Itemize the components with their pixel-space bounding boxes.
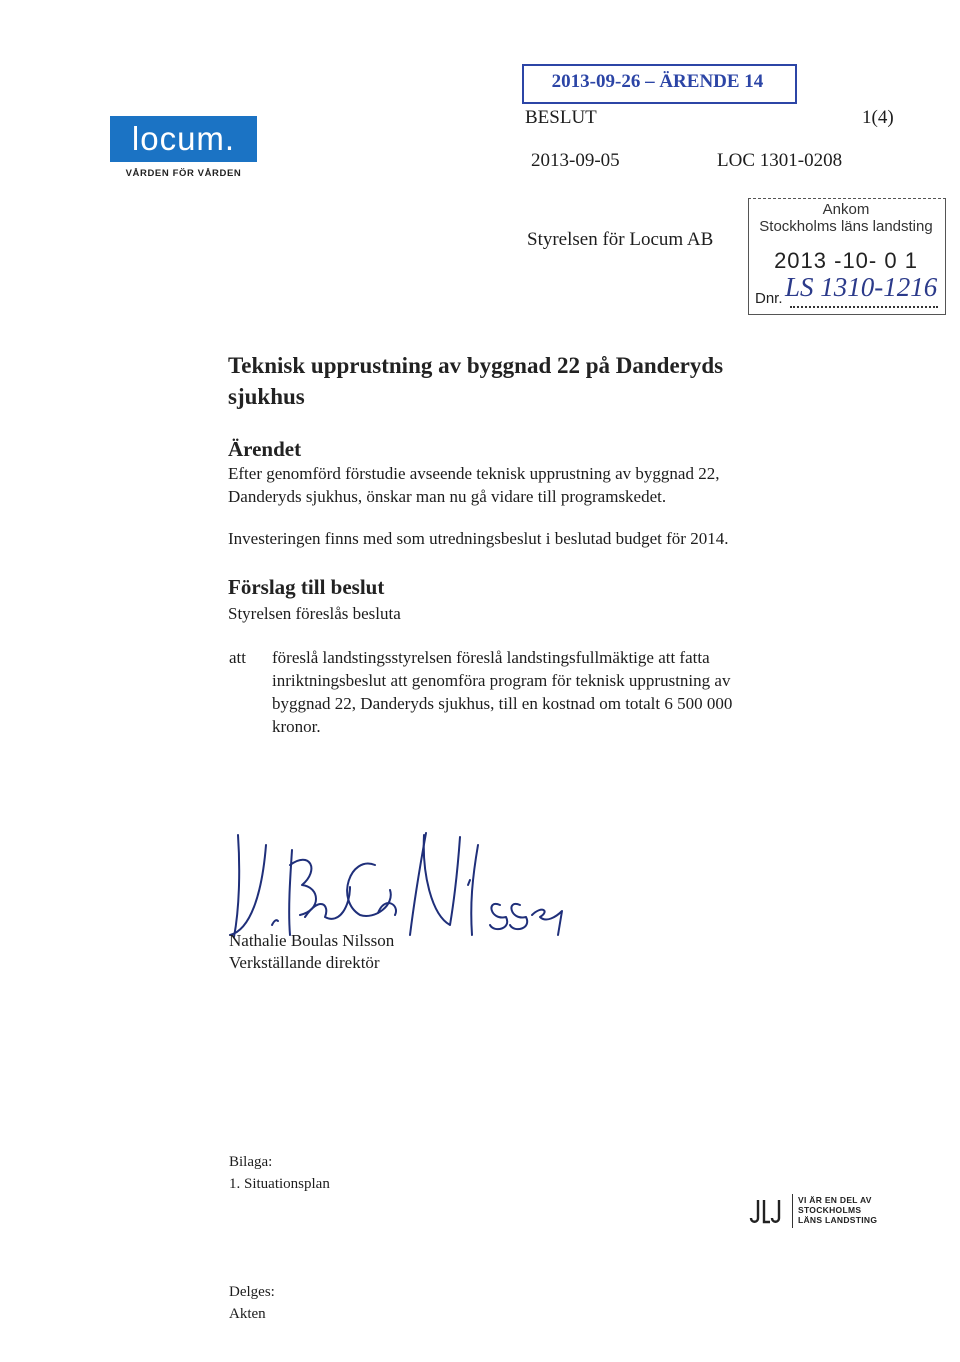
received-stamp-organization: Stockholms läns landsting bbox=[759, 218, 933, 235]
received-stamp-dnr-label: Dnr. bbox=[755, 290, 783, 307]
sll-logo-divider bbox=[792, 1194, 793, 1228]
forslag-intro: Styrelsen föreslås besluta bbox=[228, 604, 401, 623]
attachment-item: 1. Situationsplan bbox=[229, 1176, 330, 1192]
signer-name: Nathalie Boulas Nilsson bbox=[229, 931, 395, 950]
document-reference: LOC 1301-0208 bbox=[717, 150, 843, 171]
sll-logo-line-2: STOCKHOLMS bbox=[798, 1205, 862, 1215]
received-stamp-dotted-line bbox=[790, 306, 938, 308]
agenda-stamp-text: 2013-09-26 – ÄRENDE 14 bbox=[551, 71, 764, 92]
section-heading-arendet: Ärendet bbox=[228, 437, 302, 461]
sll-logo-text bbox=[798, 1195, 888, 1225]
recipient: Styrelsen för Locum AB bbox=[527, 229, 714, 250]
distribution-label: Delges: bbox=[229, 1284, 275, 1300]
document-date: 2013-09-05 bbox=[531, 150, 620, 171]
signer-title: Verkställande direktör bbox=[229, 953, 380, 972]
attachments-label: Bilaga: bbox=[229, 1154, 273, 1170]
distribution-item: Akten bbox=[229, 1306, 266, 1322]
logo-tagline: VÅRDEN FÖR VÅRDEN bbox=[125, 168, 242, 179]
received-stamp-label: Ankom bbox=[822, 201, 870, 218]
handwritten-signature bbox=[210, 825, 580, 945]
att-clause: föreslå landstingsstyrelsen föreslå landstingsfullmäktige att fatta inriktningsbeslut att genomföra program för teknisk upprustning av byggnad 22, Danderyds sjukhus, till en kostnad om totalt 6 500 000 kronor. bbox=[272, 648, 733, 736]
sll-logo-line-3: LÄNS LANDSTING bbox=[798, 1215, 878, 1225]
document-type: BESLUT bbox=[525, 107, 597, 128]
att-label: att bbox=[229, 648, 246, 667]
page-number: 1(4) bbox=[862, 107, 894, 128]
received-stamp-handwritten-number: LS 1310-1216 bbox=[785, 272, 938, 302]
arendet-paragraph-2: Investeringen finns med som utredningsbeslut i beslutad budget för 2014. bbox=[228, 529, 729, 548]
logo-wordmark: locum. bbox=[131, 120, 236, 157]
arendet-paragraph-1: Efter genomförd förstudie avseende teknisk upprustning av byggnad 22, Danderyds sjukhus, önskar man nu gå vidare till programskedet. bbox=[228, 464, 720, 506]
document-title: Teknisk upprustning av byggnad 22 på Danderyds sjukhus bbox=[228, 353, 724, 409]
section-heading-forslag: Förslag till beslut bbox=[228, 575, 385, 599]
received-stamp-date: 2013 -10- 0 1 bbox=[774, 248, 918, 273]
sll-logo-line-1: VI ÄR EN DEL AV bbox=[798, 1195, 872, 1205]
sll-logo-mark bbox=[748, 1196, 784, 1226]
